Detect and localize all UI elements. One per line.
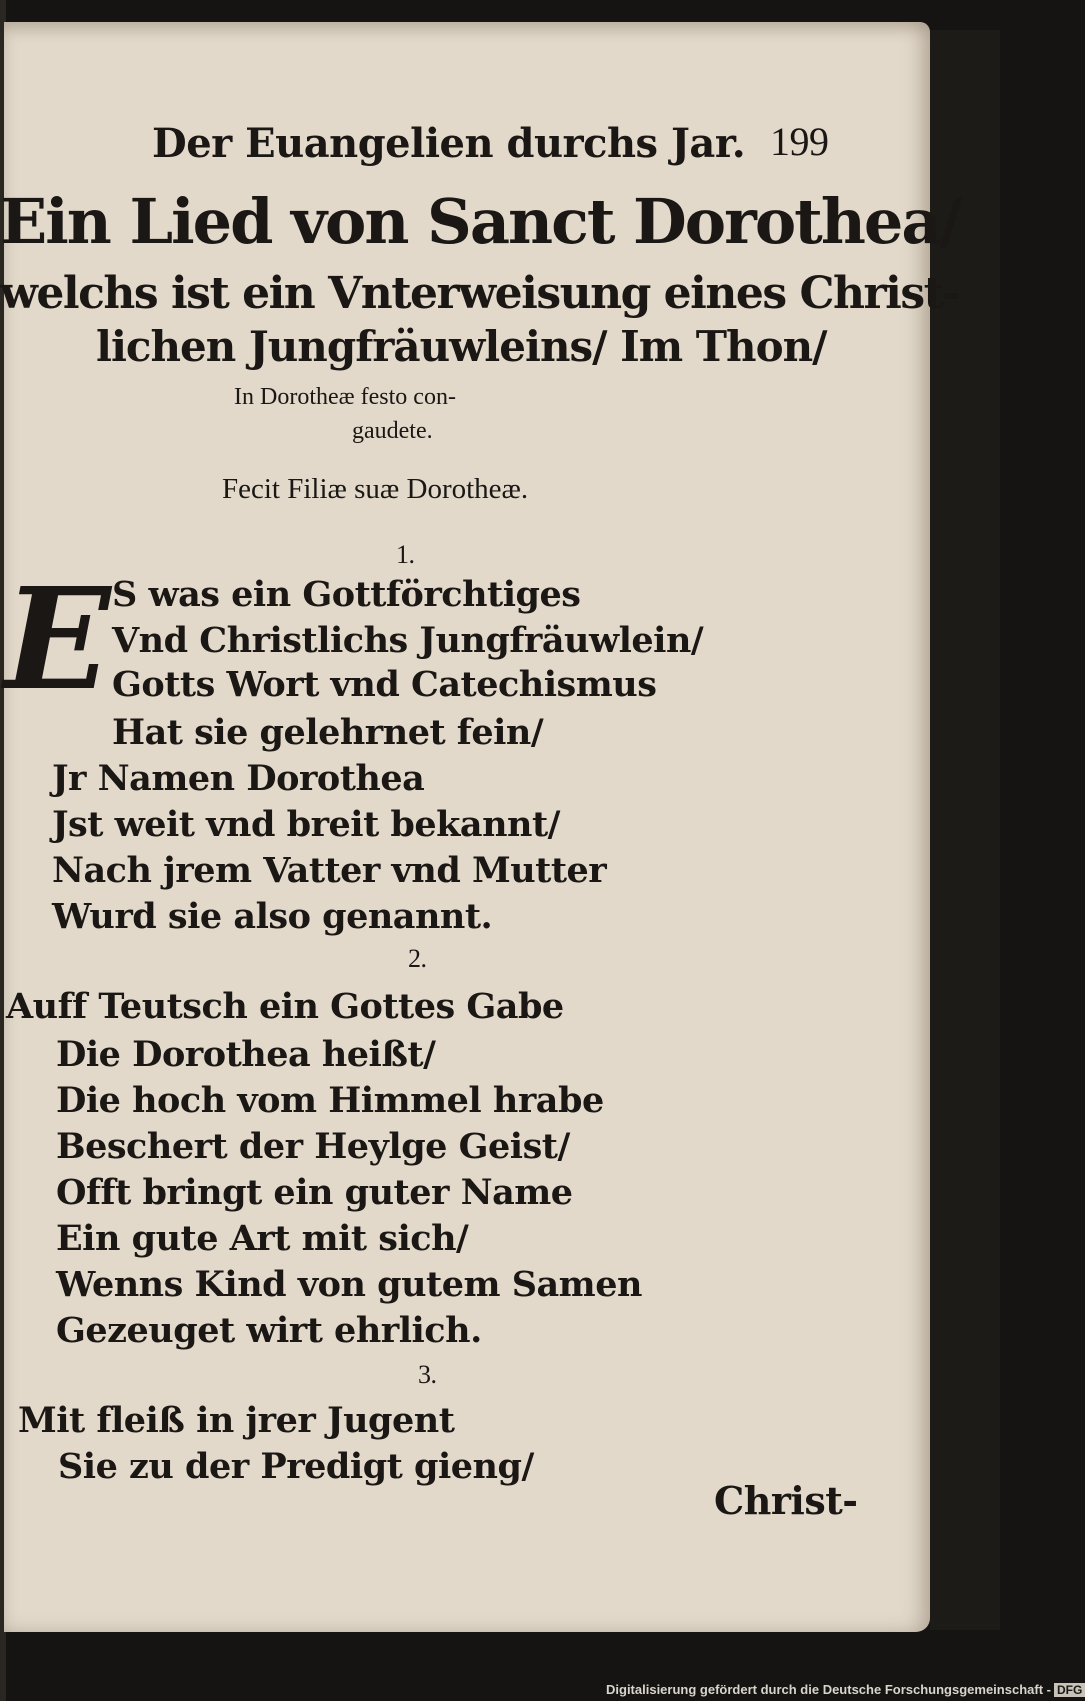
title-line-1: Ein Lied von Sanct Dorothea/ [0,185,961,258]
verse-line: Die hoch vom Himmel hrabe [56,1080,604,1121]
verse-line: Hat sie gelehrnet fein/ [112,712,544,753]
stanza-number: 2. [408,944,427,973]
verse-line: S was ein Gottförchtiges [112,574,581,615]
verse-line: Vnd Christlichs Jungfräuwlein/ [112,620,704,661]
page-number: 199 [770,119,829,164]
stanza-number: 3. [418,1360,437,1389]
running-head: Der Euangelien durchs Jar. [152,120,746,167]
verse-line: Mit fleiß in jrer Jugent [18,1400,455,1441]
title-line-2: welchs ist ein Vnterweisung eines Christ- [0,268,960,319]
verse-line: Ein gute Art mit sich/ [56,1218,469,1259]
credit-text: Digitalisierung gefördert durch die Deutsche Forschungsgemeinschaft - [606,1682,1051,1697]
verse-line: Gotts Wort vnd Catechismus [112,664,657,705]
verse-line: Nach jrem Vatter vnd Mutter [52,850,607,891]
title-line-3: lichen Jungfräuwleins/ Im Thon/ [96,322,827,371]
verse-line: Gezeuget wirt ehrlich. [56,1310,482,1351]
verse-line: Wurd sie also genannt. [52,896,493,937]
drop-capital: E [4,558,111,722]
stanza-number: 1. [396,540,415,569]
catchword: Christ- [714,1478,858,1523]
verse-line: Sie zu der Predigt gieng/ [58,1446,534,1487]
verse-line: Die Dorothea heißt/ [56,1034,436,1075]
verse-line: Jst weit vnd breit bekannt/ [52,804,560,845]
verse-line: Beschert der Heylge Geist/ [56,1126,570,1167]
verse-line: Offt bringt ein guter Name [56,1172,573,1213]
verse-line: Wenns Kind von gutem Samen [56,1264,642,1305]
digitization-credit [606,1682,1085,1697]
dfg-logo: DFG [1054,1683,1085,1697]
verse-line: Jr Namen Dorothea [52,758,425,799]
title-line-5: gaudete. [352,418,433,444]
title-line-4: In Dorotheæ festo con- [234,384,456,410]
verse-line: Auff Teutsch ein Gottes Gabe [6,986,564,1027]
dedication-line: Fecit Filiæ suæ Dorotheæ. [222,473,529,505]
